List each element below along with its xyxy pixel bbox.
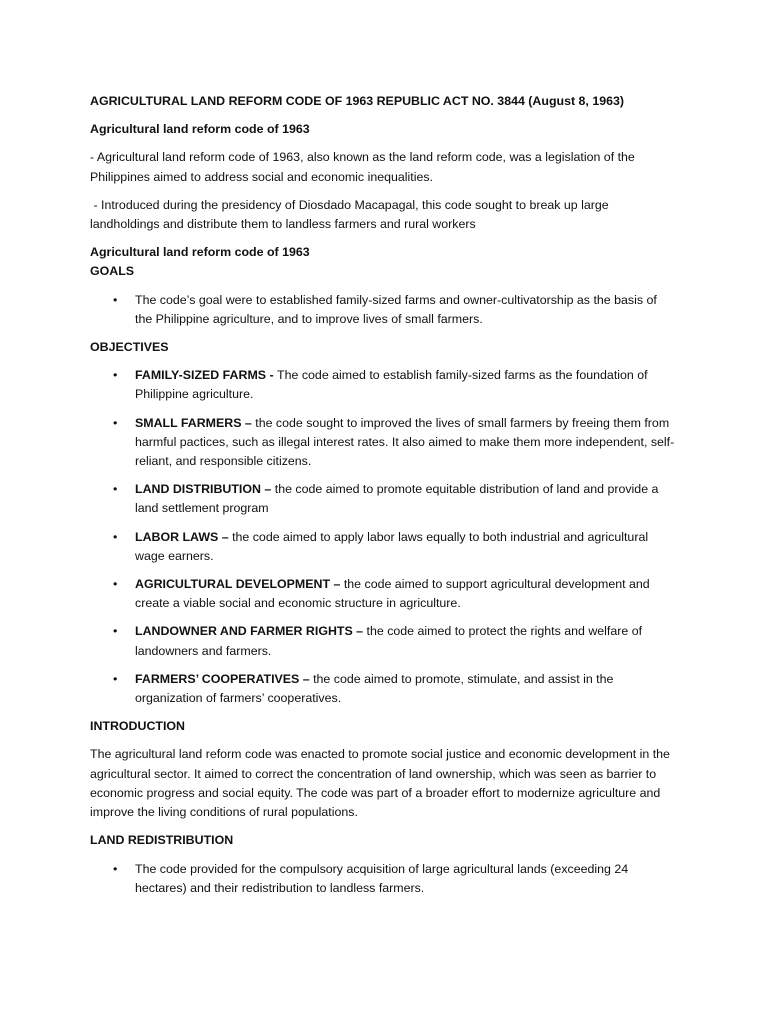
land-redistribution-list (90, 860, 676, 898)
bullet-icon: • (113, 415, 118, 430)
objective-text: the code sought to improved the lives of small farmers by freeing them from harmful pactices, such as illegal interest rates. It also aimed to make them more independent, self-reliant, and responsible citizens. (135, 415, 675, 469)
objective-term: LAND DISTRIBUTION – (135, 482, 275, 497)
bullet-icon: • (113, 624, 118, 639)
objective-term: FAMILY-SIZED FARMS - (135, 368, 278, 383)
goal-text: The code’s goal were to established family-sized farms and owner-cultivatorship as the basis of the Philippine agriculture, and to improve lives of small farmers. (135, 292, 657, 326)
objective-text: the code aimed to promote, stimulate, and assist in the organization of farmers’ cooperatives. (135, 671, 614, 706)
objective-text: the code aimed to protect the rights and welfare of landowners and farmers. (135, 624, 643, 658)
objective-term: AGRICULTURAL DEVELOPMENT – (135, 577, 344, 592)
land-redistribution-heading: LAND REDISTRIBUTION (90, 833, 234, 848)
section-heading: Agricultural land reform code of 1963 (90, 122, 310, 137)
bullet-icon: • (113, 529, 118, 544)
objective-text: the code aimed to apply labor laws equally to both industrial and agricultural wage earners. (135, 529, 649, 563)
bullet-icon: • (113, 671, 118, 686)
land-redistribution-text: The code provided for the compulsory acquisition of large agricultural lands (exceeding 24 hectares) and their redistribution to landless farmers. (135, 861, 629, 895)
bullet-icon: • (113, 292, 118, 307)
bullet-icon: • (113, 368, 118, 383)
objective-text: The code aimed to establish family-sized farms as the foundation of Philippine agriculture. (135, 368, 648, 402)
goals-heading: GOALS (90, 264, 135, 279)
objective-text: the code aimed to support agricultural development and create a viable social and economic structure in agriculture. (135, 577, 650, 611)
objectives-heading: OBJECTIVES (90, 340, 169, 355)
objective-term: LANDOWNER AND FARMER RIGHTS – (135, 624, 367, 639)
intro-paragraph: - Agricultural land reform code of 1963, also known as the land reform code, was a legislation of the Philippines aimed to address social and economic inequalities. (90, 150, 635, 184)
list-item (90, 528, 676, 566)
list-item (90, 414, 676, 472)
objectives-list (90, 366, 676, 708)
goals-list (90, 291, 676, 329)
bullet-icon: • (113, 577, 118, 592)
objective-text: the code aimed to promote equitable distribution of land and provide a land settlement program (135, 482, 659, 516)
list-item (90, 670, 676, 708)
list-item (90, 480, 676, 518)
objective-term: FARMERS’ COOPERATIVES – (135, 671, 314, 686)
list-item (90, 622, 676, 660)
objective-term: LABOR LAWS – (135, 529, 233, 544)
section-heading: Agricultural land reform code of 1963 (90, 245, 310, 260)
bullet-icon: • (113, 482, 118, 497)
intro-paragraph: - Introduced during the presidency of Diosdado Macapagal, this code sought to break up large landholdings and distribute them to landless farmers and rural workers (90, 197, 613, 232)
document-title: AGRICULTURAL LAND REFORM CODE OF 1963 REPUBLIC ACT NO. 3844 (August 8, 1963) (90, 94, 625, 108)
list-item (90, 366, 676, 404)
objective-term: SMALL FARMERS – (135, 415, 256, 430)
bullet-icon: • (113, 861, 118, 876)
list-item (90, 575, 676, 613)
introduction-paragraph: The agricultural land reform code was enacted to promote social justice and economic development in the agricultural sector. It aimed to correct the concentration of land ownership, which was seen as barrier to economic progress and social equity. The code was part of a broader effort to modernize agriculture and improve the living conditions of rural populations. (90, 747, 670, 820)
list-item (90, 860, 676, 898)
introduction-heading: INTRODUCTION (90, 719, 185, 734)
list-item (90, 291, 676, 329)
